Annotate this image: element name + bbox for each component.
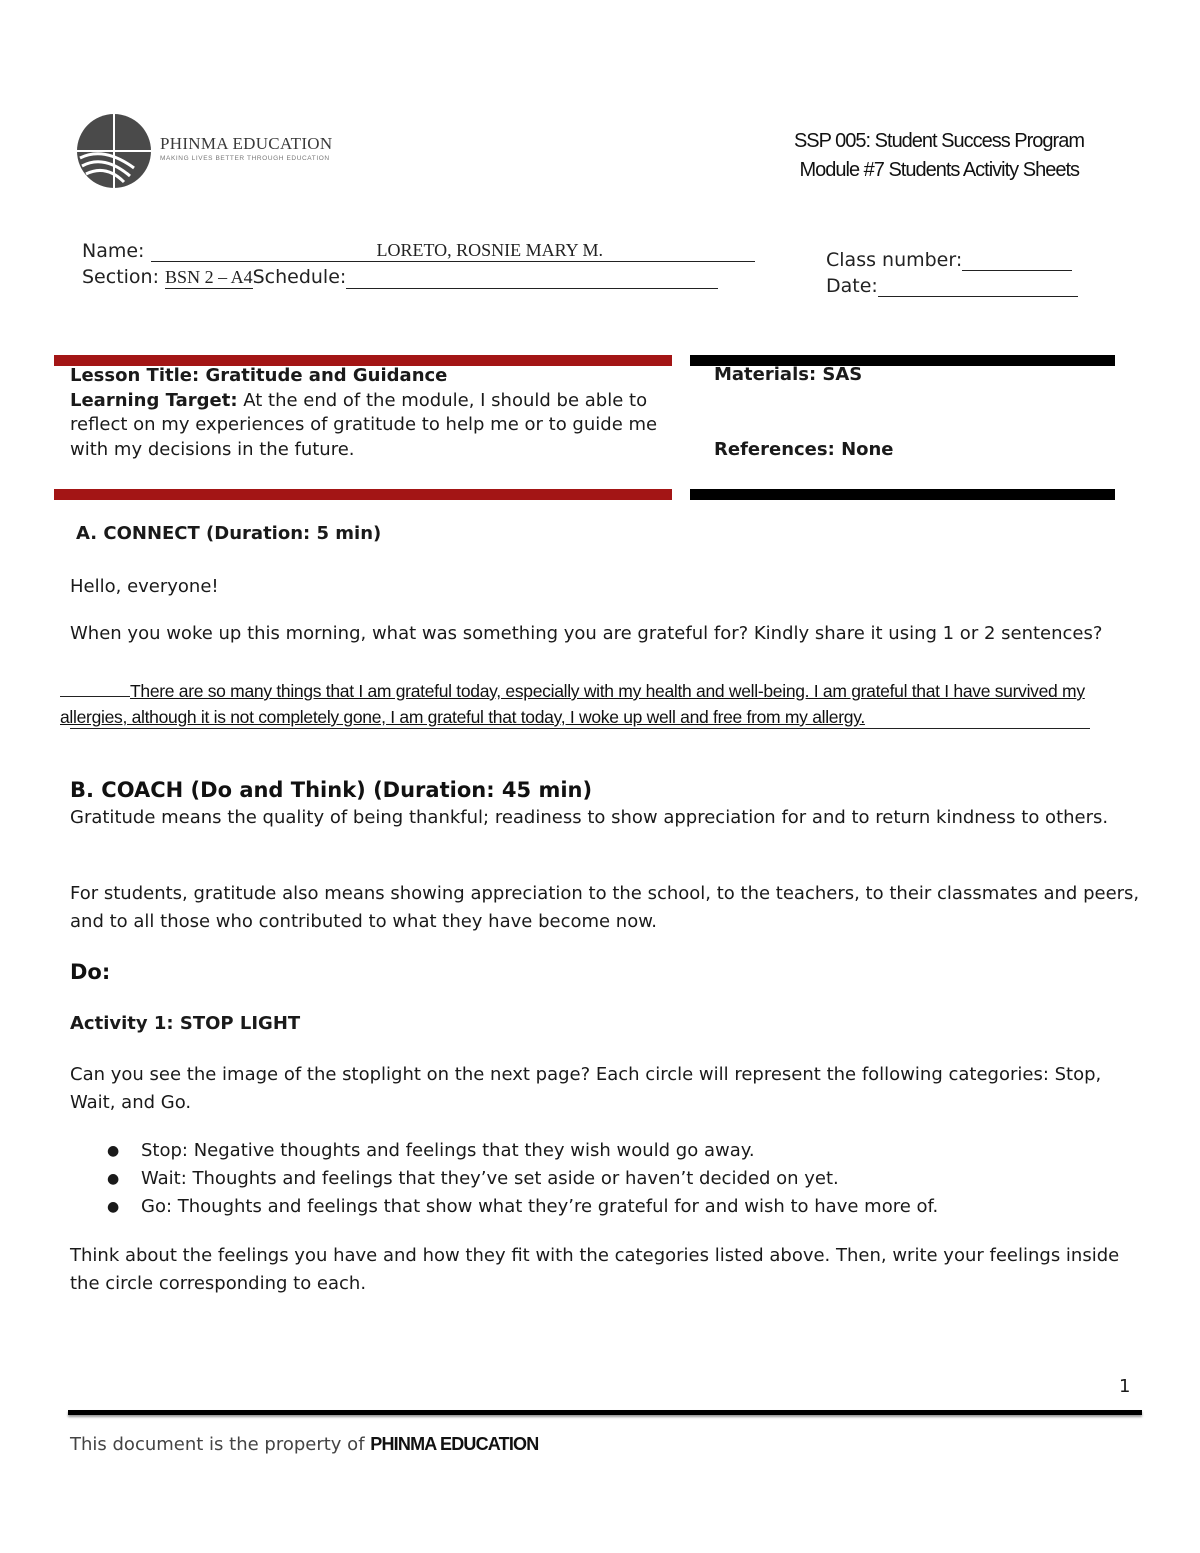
name-value: LORETO, ROSNIE MARY M. (376, 240, 604, 260)
page-number: 1 (1119, 1376, 1131, 1397)
phinma-logo (74, 112, 334, 190)
section-value[interactable]: BSN 2 – A4 (165, 267, 253, 287)
list-item: ● Wait: Thoughts and feelings that they’ve set aside or haven’t decided on yet. (70, 1165, 1140, 1193)
section-a-heading: A. CONNECT (Duration: 5 min) (76, 523, 382, 544)
activity-title: Activity 1: STOP LIGHT (70, 1013, 301, 1034)
section-row (82, 266, 718, 289)
answer-underline (70, 728, 1090, 729)
logo-tagline: MAKING LIVES BETTER THROUGH EDUCATION (160, 155, 330, 162)
name-label: Name: (82, 240, 151, 262)
activity-instructions: Think about the feelings you have and how they fit with the categories listed above. Then, write your feelings inside the circle corresponding to each. (70, 1245, 1120, 1294)
section-b-heading: B. COACH (Do and Think) (Duration: 45 min) (70, 778, 593, 802)
footer-prefix: This document is the property of (70, 1434, 371, 1455)
connect-question: When you woke up this morning, what was something you are grateful for? Kindly share it using 1 or 2 sentences? (70, 623, 1103, 644)
section-label: Section: (82, 266, 166, 288)
schedule-field[interactable] (346, 268, 718, 289)
bullet-icon: ● (107, 1143, 120, 1159)
module-title: Module #7 Students Activity Sheets (799, 159, 1079, 181)
activity-intro: Can you see the image of the stoplight on the next page? Each circle will represent the following categories: Stop, Wait, and Go. (70, 1064, 1102, 1113)
course-title: SSP 005: Student Success Program (793, 130, 1084, 152)
learning-target (70, 389, 670, 463)
lesson-title: Lesson Title: Gratitude and Guidance (70, 365, 448, 386)
logo-name: PHINMA EDUCATION (160, 134, 333, 153)
class-number-field[interactable] (962, 250, 1072, 271)
answer-indent-line (60, 678, 130, 697)
list-item: ● Go: Thoughts and feelings that show what they’re grateful for and wish to have more of. (70, 1193, 1140, 1221)
learning-target-label: Learning Target: (70, 389, 238, 411)
name-row (82, 240, 755, 262)
class-number-row (826, 249, 1072, 271)
schedule-label: Schedule: (252, 266, 347, 288)
date-field[interactable] (878, 276, 1078, 297)
learning-target-text: At the end of the module, I should be able to reflect on my experiences of gratitude to help me or to guide me with my decisions in the future. (70, 389, 658, 460)
date-row (826, 275, 1078, 297)
date-label: Date: (826, 275, 878, 297)
name-field[interactable] (151, 240, 755, 262)
materials: Materials: SAS (714, 364, 863, 385)
black-bottom-bar (690, 489, 1115, 500)
bullet-icon: ● (107, 1199, 120, 1215)
footer-rule (68, 1410, 1142, 1415)
class-number-label: Class number: (826, 249, 963, 271)
phinma-emblem-icon (74, 112, 154, 190)
footer-text (70, 1434, 538, 1455)
red-bottom-bar (54, 489, 672, 500)
connect-answer[interactable] (60, 678, 1140, 730)
footer-org: PHINMA EDUCATION (370, 1434, 539, 1454)
answer-text: There are so many things that I am grateful today, especially with my health and well-being. I am grateful that I have survived my allergies, although it is not completely gone, I am grateful that today, I woke up well and free from my allergy. (60, 681, 1085, 727)
lesson-box (70, 364, 670, 462)
bullet-icon: ● (107, 1171, 120, 1187)
gratitude-definition: Gratitude means the quality of being thankful; readiness to show appreciation for and to return kindness to others. (70, 807, 1109, 828)
references: References: None (714, 439, 894, 460)
greeting: Hello, everyone! (70, 576, 219, 597)
list-item: ● Stop: Negative thoughts and feelings that they wish would go away. (70, 1137, 1140, 1165)
student-gratitude: For students, gratitude also means showing appreciation to the school, to the teachers, to their classmates and peers, and to all those who contributed to what they have become now. (70, 883, 1140, 932)
stoplight-categories (70, 1137, 1140, 1221)
do-label: Do: (70, 960, 111, 984)
